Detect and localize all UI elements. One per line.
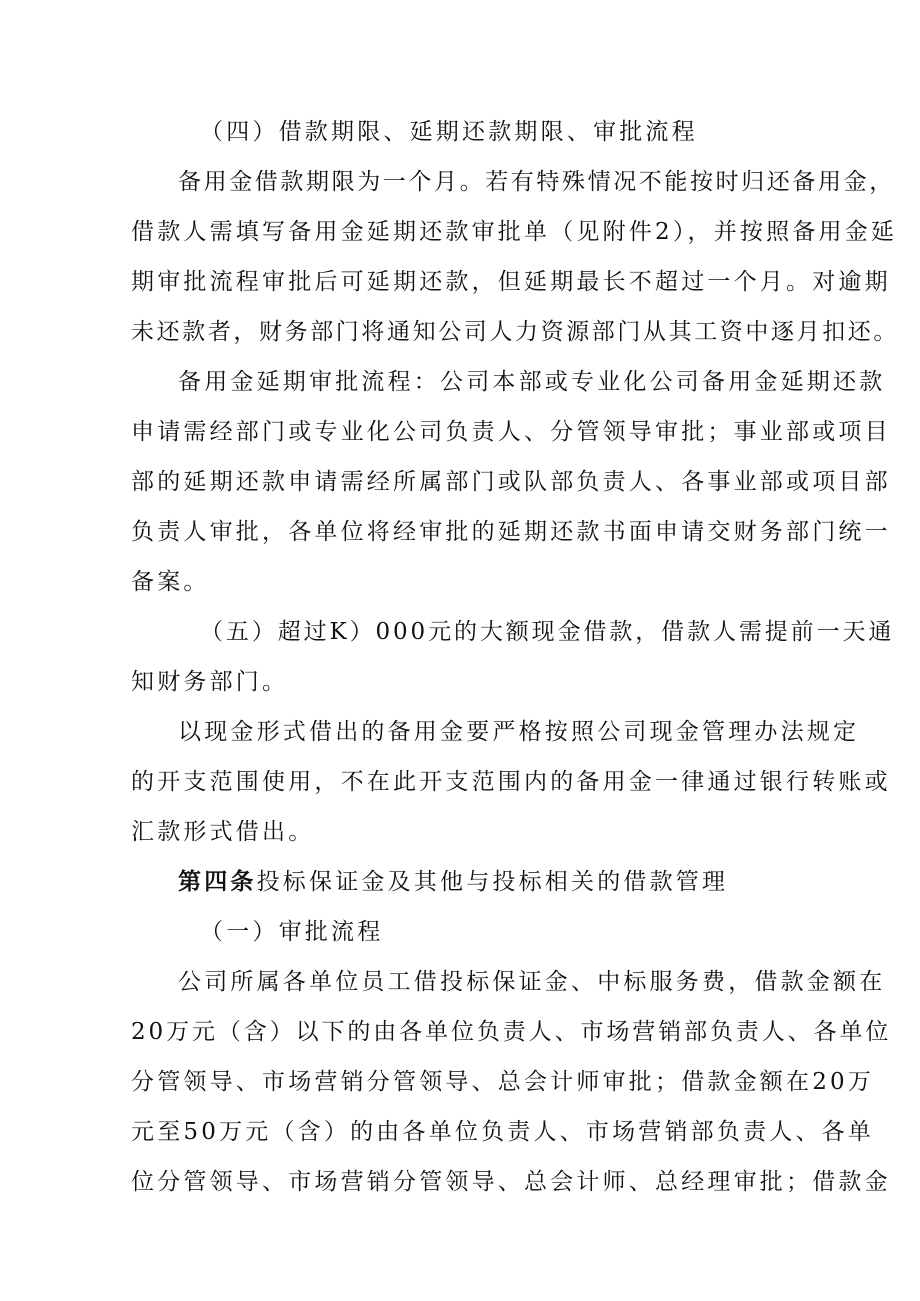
article-number: 第四条 xyxy=(178,868,257,895)
paragraph-line: 部的延期还款申请需经所属部门或队部负责人、各事业部或项目部 xyxy=(131,469,891,495)
paragraph-line: 分管领导、市场营销分管领导、总会计师审批；借款金额在20万 xyxy=(131,1069,875,1095)
paragraph-line: 元至50万元（含）的由各单位负责人、市场营销部负责人、各单 xyxy=(131,1119,875,1145)
paragraph-line: 以现金形式借出的备用金要严格按照公司现金管理办法规定 xyxy=(178,719,860,745)
paragraph-line: 汇款形式借出。 xyxy=(131,819,315,845)
paragraph-line: 期审批流程审批后可延期还款，但延期最长不超过一个月。对逾期 xyxy=(131,269,891,295)
paragraph-line: 申请需经部门或专业化公司负责人、分管领导审批；事业部或项目 xyxy=(131,419,891,445)
paragraph-line: 借款人需填写备用金延期还款审批单（见附件2），并按照备用金延 xyxy=(131,219,898,245)
paragraph-line: 的开支范围使用，不在此开支范围内的备用金一律通过银行转账或 xyxy=(131,769,891,795)
article-heading xyxy=(178,867,728,897)
section-heading-5: （五）超过K）000元的大额现金借款，借款人需提前一天通 xyxy=(200,619,895,645)
subsection-heading-1: （一）审批流程 xyxy=(200,919,384,945)
paragraph-line: 20万元（含）以下的由各单位负责人、市场营销部负责人、各单位 xyxy=(131,1019,892,1045)
paragraph-line: 备用金借款期限为一个月。若有特殊情况不能按时归还备用金， xyxy=(178,169,895,195)
paragraph-line: 公司所属各单位员工借投标保证金、中标服务费，借款金额在 xyxy=(178,969,886,995)
section-heading-4: （四）借款期限、延期还款期限、审批流程 xyxy=(200,119,698,145)
paragraph-line: 备案。 xyxy=(131,569,210,595)
paragraph-line: 负责人审批，各单位将经审批的延期还款书面申请交财务部门统一 xyxy=(131,519,891,545)
paragraph-line: 备用金延期审批流程：公司本部或专业化公司备用金延期还款 xyxy=(178,369,886,395)
paragraph-line: 未还款者，财务部门将通知公司人力资源部门从其工资中逐月扣还。 xyxy=(131,319,899,345)
article-title: 投标保证金及其他与投标相关的借款管理 xyxy=(256,869,729,895)
paragraph-line: 知财务部门。 xyxy=(131,669,289,695)
paragraph-line: 位分管领导、市场营销分管领导、总会计师、总经理审批；借款金 xyxy=(131,1169,891,1195)
